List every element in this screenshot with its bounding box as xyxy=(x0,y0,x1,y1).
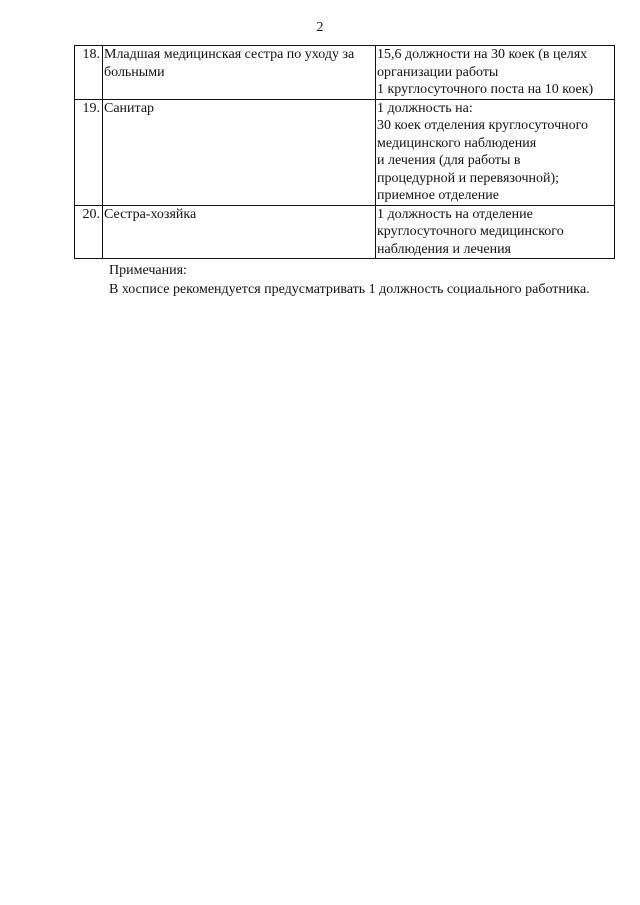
staff-norm-line: 1 должность на: xyxy=(377,100,473,116)
notes-text: В хосписе рекомендуется предусматривать 1 должность социального работника. xyxy=(109,282,590,297)
row-number: 19. xyxy=(75,99,103,205)
table-row xyxy=(75,46,615,100)
staff-norm-line: 1 должность на отделение xyxy=(377,206,533,222)
staff-norm xyxy=(376,46,615,100)
staffing-table xyxy=(74,45,615,259)
staff-norm-line: организации работы xyxy=(377,64,499,80)
staff-norm-line: процедурной и перевязочной); xyxy=(377,170,560,186)
table-row xyxy=(75,99,615,205)
position-title: Сестра-хозяйка xyxy=(103,205,376,259)
staff-norm xyxy=(376,99,615,205)
position-title: Младшая медицинская сестра по уходу за больными xyxy=(103,46,376,100)
staff-norm xyxy=(376,205,615,259)
notes-title: Примечания: xyxy=(109,263,187,278)
staff-norm-line: 15,6 должности на 30 коек (в целях xyxy=(377,47,588,62)
staff-norm-line: и лечения (для работы в xyxy=(377,153,521,168)
staff-norm-line: 1 круглосуточного поста на 10 коек) xyxy=(377,82,594,97)
staff-norm-line: круглосуточного медицинского xyxy=(377,224,564,239)
staff-norm-line: 30 коек отделения круглосуточного xyxy=(377,118,588,133)
row-number: 18. xyxy=(75,46,103,100)
position-title: Санитар xyxy=(103,99,376,205)
staff-norm-line: наблюдения и лечения xyxy=(377,241,511,257)
staff-norm-line: приемное отделение xyxy=(377,188,499,203)
staff-norm-line: медицинского наблюдения xyxy=(377,135,537,151)
page-number: 2 xyxy=(316,20,324,35)
table-row xyxy=(75,205,615,259)
row-number: 20. xyxy=(75,205,103,259)
